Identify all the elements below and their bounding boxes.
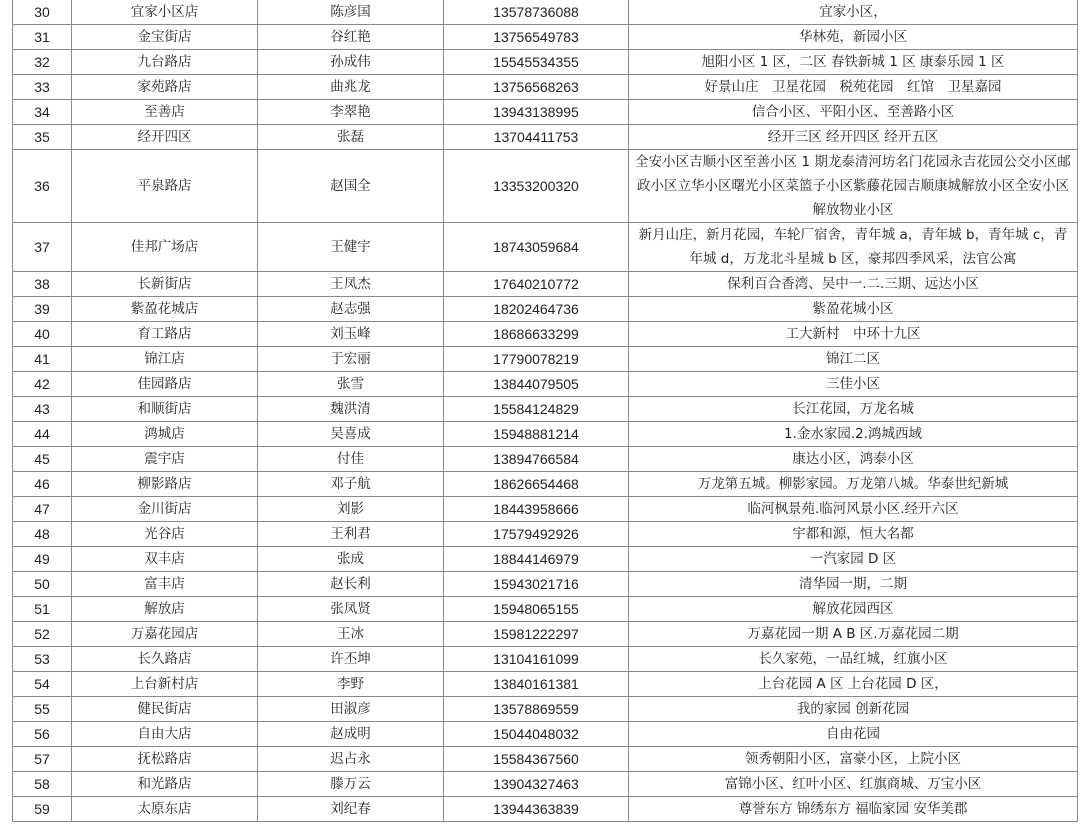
- manager-name: 赵志强: [258, 297, 444, 322]
- phone-number: 13943138995: [444, 100, 629, 125]
- store-name: 经开四区: [72, 125, 258, 150]
- row-number: 33: [13, 75, 72, 100]
- manager-name: 孙成伟: [258, 50, 444, 75]
- phone-number: 15948881214: [444, 422, 629, 447]
- table-row: [13, 322, 1078, 347]
- store-name: 抚松路店: [72, 747, 258, 772]
- row-number: 55: [13, 697, 72, 722]
- table-row: [13, 223, 1078, 272]
- table-row: [13, 150, 1078, 223]
- store-name: 富丰店: [72, 572, 258, 597]
- store-name: 上台新村店: [72, 672, 258, 697]
- phone-number: 15981222297: [444, 622, 629, 647]
- manager-name: 赵成明: [258, 722, 444, 747]
- service-areas: 经开三区 经开四区 经开五区: [629, 125, 1078, 150]
- store-name: 育工路店: [72, 322, 258, 347]
- store-name: 健民街店: [72, 697, 258, 722]
- service-areas: 自由花园: [629, 722, 1078, 747]
- table-row: [13, 522, 1078, 547]
- table-row: [13, 297, 1078, 322]
- row-number: 34: [13, 100, 72, 125]
- manager-name: 王利君: [258, 522, 444, 547]
- manager-name: 付佳: [258, 447, 444, 472]
- service-areas: 好景山庄 卫星花园 税苑花园 红馆 卫星嘉园: [629, 75, 1078, 100]
- phone-number: 13944363839: [444, 797, 629, 822]
- table-row: [13, 672, 1078, 697]
- service-areas: 尊誉东方 锦绣东方 福临家园 安华美郡: [629, 797, 1078, 822]
- row-number: 54: [13, 672, 72, 697]
- service-areas: 长久家苑，一品红城，红旗小区: [629, 647, 1078, 672]
- store-name: 太原东店: [72, 797, 258, 822]
- store-name: 长新街店: [72, 272, 258, 297]
- phone-number: 13756549783: [444, 25, 629, 50]
- service-areas: 宇都和源，恒大名都: [629, 522, 1078, 547]
- row-number: 44: [13, 422, 72, 447]
- service-areas: 临河枫景苑.临河风景小区.经开六区: [629, 497, 1078, 522]
- service-areas: 工大新村 中环十九区: [629, 322, 1078, 347]
- phone-number: 17640210772: [444, 272, 629, 297]
- service-areas: 信合小区、平阳小区、至善路小区: [629, 100, 1078, 125]
- service-areas: 上台花园 A 区 上台花园 D 区，: [629, 672, 1078, 697]
- store-name: 双丰店: [72, 547, 258, 572]
- store-name: 长久路店: [72, 647, 258, 672]
- service-areas: 锦江二区: [629, 347, 1078, 372]
- row-number: 45: [13, 447, 72, 472]
- store-name: 金宝街店: [72, 25, 258, 50]
- service-areas: 领秀朝阳小区，富豪小区，上院小区: [629, 747, 1078, 772]
- phone-number: 18844146979: [444, 547, 629, 572]
- table-row: [13, 347, 1078, 372]
- manager-name: 田淑彦: [258, 697, 444, 722]
- manager-name: 张磊: [258, 125, 444, 150]
- row-number: 32: [13, 50, 72, 75]
- service-areas: 解放花园西区: [629, 597, 1078, 622]
- phone-number: 13844079505: [444, 372, 629, 397]
- manager-name: 迟占永: [258, 747, 444, 772]
- phone-number: 18626654468: [444, 472, 629, 497]
- phone-number: 15584367560: [444, 747, 629, 772]
- table-row: [13, 50, 1078, 75]
- manager-name: 赵长利: [258, 572, 444, 597]
- row-number: 35: [13, 125, 72, 150]
- row-number: 59: [13, 797, 72, 822]
- row-number: 42: [13, 372, 72, 397]
- manager-name: 滕万云: [258, 772, 444, 797]
- store-name: 佳邦广场店: [72, 223, 258, 272]
- table-row: [13, 697, 1078, 722]
- table-row: [13, 25, 1078, 50]
- store-name: 自由大店: [72, 722, 258, 747]
- row-number: 57: [13, 747, 72, 772]
- manager-name: 王冰: [258, 622, 444, 647]
- phone-number: 13578736088: [444, 0, 629, 25]
- store-name: 至善店: [72, 100, 258, 125]
- phone-number: 17790078219: [444, 347, 629, 372]
- store-name: 柳影路店: [72, 472, 258, 497]
- row-number: 30: [13, 0, 72, 25]
- store-name: 宜家小区店: [72, 0, 258, 25]
- manager-name: 陈彦国: [258, 0, 444, 25]
- row-number: 58: [13, 772, 72, 797]
- service-areas: 长江花园，万龙名城: [629, 397, 1078, 422]
- service-areas: 宜家小区，: [629, 0, 1078, 25]
- service-areas: 清华园一期，二期: [629, 572, 1078, 597]
- store-table: [12, 0, 1078, 822]
- store-name: 九台路店: [72, 50, 258, 75]
- phone-number: 18443958666: [444, 497, 629, 522]
- table-row: [13, 125, 1078, 150]
- table-row: [13, 572, 1078, 597]
- row-number: 38: [13, 272, 72, 297]
- manager-name: 魏洪清: [258, 397, 444, 422]
- phone-number: 13704411753: [444, 125, 629, 150]
- service-areas: 华林苑，新园小区: [629, 25, 1078, 50]
- phone-number: 15545534355: [444, 50, 629, 75]
- service-areas: 紫盈花城小区: [629, 297, 1078, 322]
- phone-number: 13756568263: [444, 75, 629, 100]
- table-row: [13, 75, 1078, 100]
- table-row: [13, 747, 1078, 772]
- table-row: [13, 547, 1078, 572]
- manager-name: 王健宇: [258, 223, 444, 272]
- store-name: 光谷店: [72, 522, 258, 547]
- store-name: 金川街店: [72, 497, 258, 522]
- store-name: 和光路店: [72, 772, 258, 797]
- service-areas: 保利百合香湾、吴中一.二.三期、远达小区: [629, 272, 1078, 297]
- table-row: [13, 397, 1078, 422]
- service-areas: 旭阳小区 1 区，二区 春铁新城 1 区 康泰乐园 1 区: [629, 50, 1078, 75]
- table-row: [13, 797, 1078, 822]
- manager-name: 李野: [258, 672, 444, 697]
- manager-name: 李翠艳: [258, 100, 444, 125]
- manager-name: 刘纪春: [258, 797, 444, 822]
- row-number: 40: [13, 322, 72, 347]
- table-row: [13, 100, 1078, 125]
- store-name: 鸿城店: [72, 422, 258, 447]
- manager-name: 吴喜成: [258, 422, 444, 447]
- service-areas: 新月山庄，新月花园，车轮厂宿舍，青年城 a，青年城 b，青年城 c，青年城 d，万龙北斗星城 b 区，豪邦四季风采，法官公寓: [629, 223, 1078, 272]
- service-areas: 全安小区吉顺小区至善小区 1 期龙泰清河坊名门花园永吉花园公交小区邮政小区立华小区曙光小区菜篮子小区紫藤花园吉顺康城解放小区全安小区解放物业小区: [629, 150, 1078, 223]
- store-name: 震宇店: [72, 447, 258, 472]
- service-areas: 一汽家园 D 区: [629, 547, 1078, 572]
- row-number: 39: [13, 297, 72, 322]
- row-number: 47: [13, 497, 72, 522]
- store-name: 万嘉花园店: [72, 622, 258, 647]
- row-number: 56: [13, 722, 72, 747]
- row-number: 46: [13, 472, 72, 497]
- phone-number: 18686633299: [444, 322, 629, 347]
- row-number: 31: [13, 25, 72, 50]
- manager-name: 于宏丽: [258, 347, 444, 372]
- phone-number: 13904327463: [444, 772, 629, 797]
- row-number: 41: [13, 347, 72, 372]
- store-name: 家苑路店: [72, 75, 258, 100]
- table-row: [13, 0, 1078, 25]
- phone-number: 15584124829: [444, 397, 629, 422]
- store-name: 平泉路店: [72, 150, 258, 223]
- row-number: 53: [13, 647, 72, 672]
- manager-name: 谷红艳: [258, 25, 444, 50]
- store-name: 锦江店: [72, 347, 258, 372]
- phone-number: 13578869559: [444, 697, 629, 722]
- phone-number: 13104161099: [444, 647, 629, 672]
- manager-name: 曲兆龙: [258, 75, 444, 100]
- phone-number: 18202464736: [444, 297, 629, 322]
- phone-number: 13840161381: [444, 672, 629, 697]
- phone-number: 18743059684: [444, 223, 629, 272]
- store-name: 佳园路店: [72, 372, 258, 397]
- phone-number: 15943021716: [444, 572, 629, 597]
- table-row: [13, 422, 1078, 447]
- store-name: 紫盈花城店: [72, 297, 258, 322]
- manager-name: 王凤杰: [258, 272, 444, 297]
- row-number: 48: [13, 522, 72, 547]
- table-row: [13, 272, 1078, 297]
- phone-number: 13894766584: [444, 447, 629, 472]
- table-row: [13, 722, 1078, 747]
- manager-name: 张雪: [258, 372, 444, 397]
- row-number: 50: [13, 572, 72, 597]
- service-areas: 富锦小区、红叶小区、红旗商城、万宝小区: [629, 772, 1078, 797]
- row-number: 37: [13, 223, 72, 272]
- service-areas: 三佳小区: [629, 372, 1078, 397]
- table-row: [13, 647, 1078, 672]
- table-row: [13, 597, 1078, 622]
- service-areas: 万嘉花园一期 A B 区.万嘉花园二期: [629, 622, 1078, 647]
- table-row: [13, 497, 1078, 522]
- service-areas: 康达小区，鸿泰小区: [629, 447, 1078, 472]
- phone-number: 13353200320: [444, 150, 629, 223]
- manager-name: 刘玉峰: [258, 322, 444, 347]
- manager-name: 张成: [258, 547, 444, 572]
- row-number: 52: [13, 622, 72, 647]
- table-row: [13, 372, 1078, 397]
- store-name: 解放店: [72, 597, 258, 622]
- manager-name: 赵国全: [258, 150, 444, 223]
- row-number: 36: [13, 150, 72, 223]
- service-areas: 万龙第五城。柳影家园。万龙第八城。华泰世纪新城: [629, 472, 1078, 497]
- table-row: [13, 622, 1078, 647]
- phone-number: 15948065155: [444, 597, 629, 622]
- store-table-body: [13, 0, 1078, 822]
- table-row: [13, 472, 1078, 497]
- service-areas: 我的家园 创新花园: [629, 697, 1078, 722]
- phone-number: 15044048032: [444, 722, 629, 747]
- phone-number: 17579492926: [444, 522, 629, 547]
- store-name: 和顺街店: [72, 397, 258, 422]
- row-number: 49: [13, 547, 72, 572]
- row-number: 51: [13, 597, 72, 622]
- manager-name: 张凤贤: [258, 597, 444, 622]
- row-number: 43: [13, 397, 72, 422]
- table-row: [13, 447, 1078, 472]
- manager-name: 刘影: [258, 497, 444, 522]
- table-row: [13, 772, 1078, 797]
- manager-name: 邓子航: [258, 472, 444, 497]
- manager-name: 许丕坤: [258, 647, 444, 672]
- service-areas: 1.金水家园.2.鸿城西域: [629, 422, 1078, 447]
